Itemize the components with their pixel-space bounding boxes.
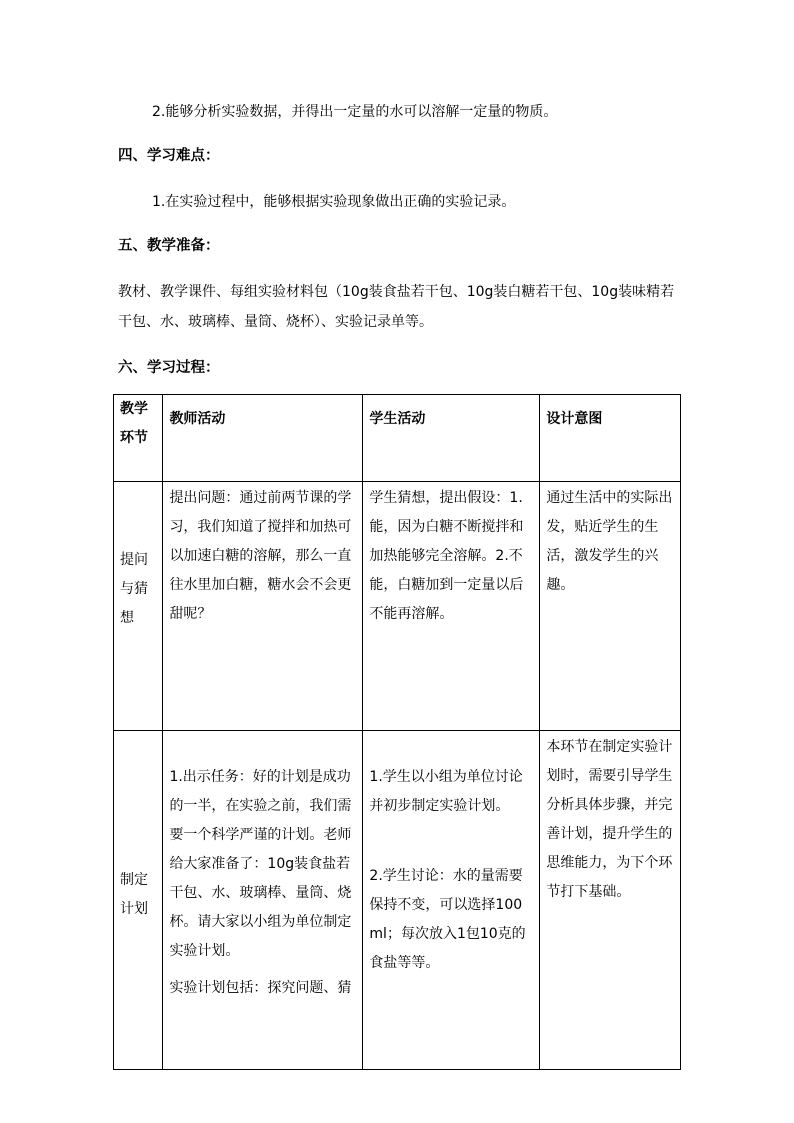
table-row-plan bbox=[114, 731, 681, 1070]
student-activity-ask: 学生猜想，提出假设：1.能，因为白糖不断搅拌和加热能够完全溶解。2.不能，白糖加到一定量以后不能再溶解。 bbox=[363, 482, 540, 731]
spacer bbox=[369, 821, 533, 862]
lesson-process-table bbox=[113, 394, 681, 1070]
difficulty-item-1: 1.在实验过程中，能够根据实验现象做出正确的实验记录。 bbox=[152, 194, 516, 210]
section-4-heading: 四、学习难点： bbox=[118, 148, 220, 164]
preparation-line-2: 干包、水、玻璃棒、量筒、烧杯）、实验记录单等。 bbox=[118, 314, 433, 330]
header-teacher-activity: 教师活动 bbox=[163, 395, 363, 482]
student-activity-plan bbox=[363, 731, 540, 1070]
teacher-activity-plan bbox=[163, 731, 363, 1070]
student-plan-paragraph-1: 1.学生以小组为单位讨论并初步制定实验计划。 bbox=[369, 769, 523, 814]
table-row-ask bbox=[114, 482, 681, 731]
header-student-activity: 学生活动 bbox=[363, 395, 540, 482]
preparation-line-1: 教材、教学课件、每组实验材料包（10g装食盐若干包、10g装白糖若干包、10g装味精若 bbox=[118, 284, 675, 300]
teacher-plan-paragraph-1: 1.出示任务：好的计划是成功的一半，在实验之前，我们需要一个科学严谨的计划。老师给大家准备了：10g装食盐若干包、水、玻璃棒、量筒、烧杯。请大家以小组为单位制定实验计划。 bbox=[169, 769, 352, 959]
table-header-row bbox=[114, 395, 681, 482]
design-intent-ask: 通过生活中的实际出发，贴近学生的生活，激发学生的兴趣。 bbox=[540, 482, 681, 731]
student-plan-paragraph-2: 2.学生讨论：水的量需要保持不变，可以选择100ml；每次放入1包10克的食盐等等。 bbox=[369, 868, 526, 971]
teacher-activity-ask: 提出问题：通过前两节课的学习，我们知道了搅拌和加热可以加速白糖的溶解，那么一直往水里加白糖，糖水会不会更甜呢？ bbox=[163, 482, 363, 731]
design-intent-plan: 本环节在制定实验计划时，需要引导学生分析具体步骤，并完善计划，提升学生的思维能力，为下个环节打下基础。 bbox=[540, 731, 681, 1070]
section-5-heading: 五、教学准备： bbox=[118, 238, 220, 254]
goal-item-2: 2.能够分析实验数据，并得出一定量的水可以溶解一定量的物质。 bbox=[152, 104, 558, 120]
section-6-heading: 六、学习过程： bbox=[118, 360, 220, 376]
teacher-plan-paragraph-2: 实验计划包括：探究问题、猜 bbox=[169, 980, 352, 996]
header-design-intent: 设计意图 bbox=[540, 395, 681, 482]
stage-plan: 制定计划 bbox=[114, 731, 163, 1070]
stage-ask: 提问与猜想 bbox=[114, 482, 163, 731]
header-stage: 教学环节 bbox=[114, 395, 163, 482]
